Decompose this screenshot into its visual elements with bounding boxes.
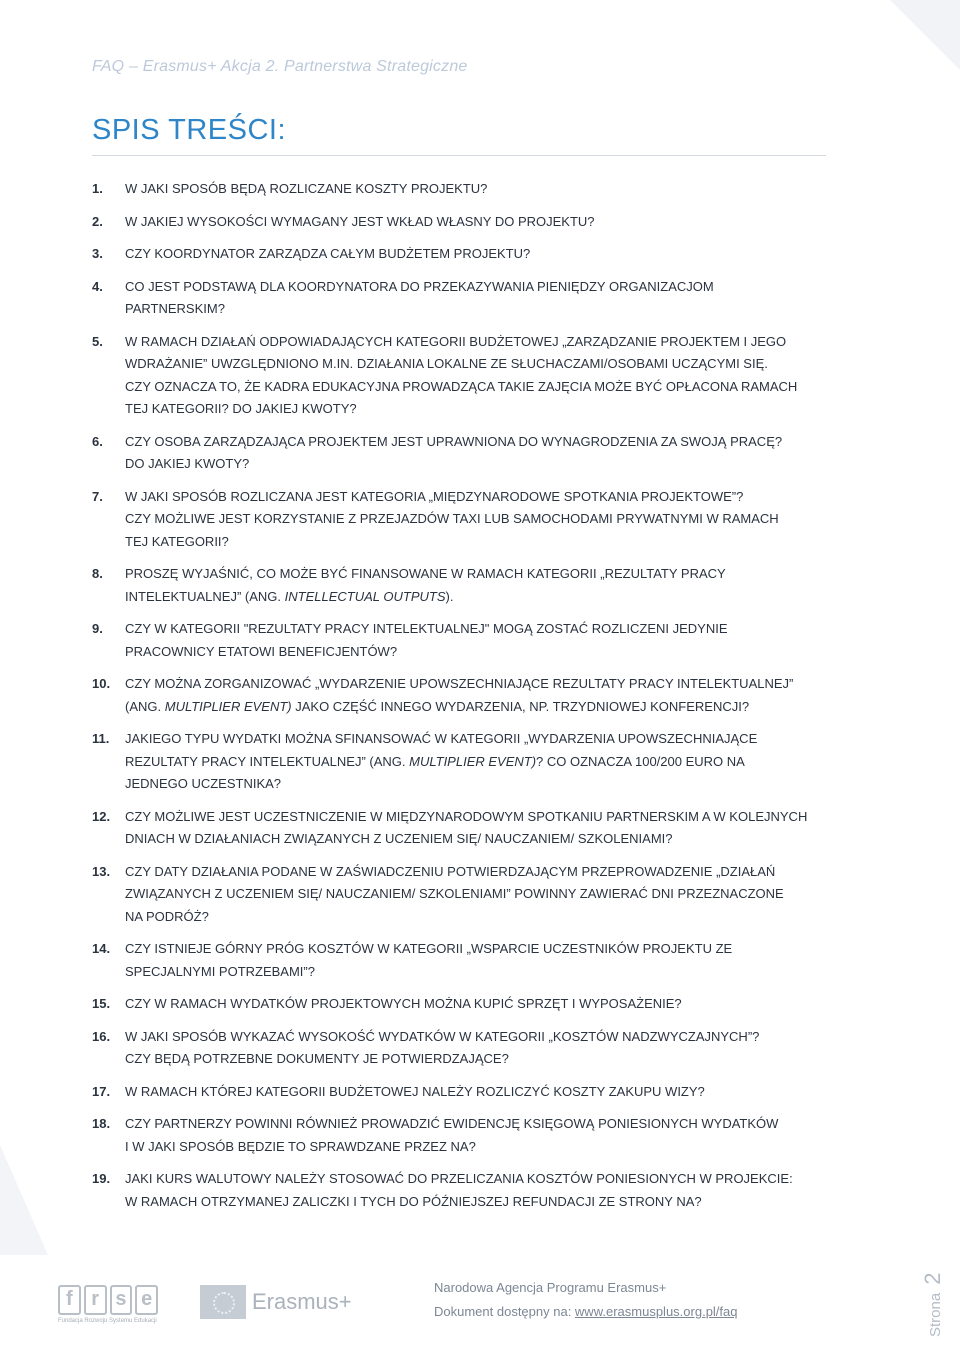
toc-text-segment: REZULTATY PRACY INTELEKTUALNEJ” (ANG. bbox=[125, 753, 410, 769]
page-label-text: Strona bbox=[927, 1292, 944, 1337]
faq-link[interactable]: www.erasmusplus.org.pl/faq bbox=[574, 1304, 738, 1319]
toc-text-segment: MULTIPLIER EVENT) bbox=[164, 698, 292, 714]
toc-item[interactable] bbox=[92, 276, 832, 321]
toc-text-segment: CZY MOŻLIWE JEST UCZESTNICZENIE W MIĘDZYNARODOWYM SPOTKANIU PARTNERSKIM A W KOLEJNYCH bbox=[125, 808, 808, 824]
toc-text-segment: CZY MOŻNA ZORGANIZOWAĆ „WYDARZENIE UPOWSZECHNIAJĄCE REZULTATY PRACY INTELEKTUALNEJ” bbox=[125, 676, 794, 691]
toc-item-line bbox=[125, 211, 832, 234]
toc-item[interactable] bbox=[92, 211, 832, 234]
toc-item-text bbox=[125, 1026, 832, 1071]
toc-item-line bbox=[125, 961, 832, 984]
toc-item-line bbox=[125, 376, 832, 399]
toc-item-line bbox=[125, 1026, 832, 1049]
toc-text-segment: CZY KOORDYNATOR ZARZĄDZA CAŁYM BUDŻETEM PROJEKTU? bbox=[125, 246, 531, 261]
toc-item-text bbox=[125, 276, 832, 321]
footer-doc-prefix: Dokument dostępny na: bbox=[434, 1304, 575, 1319]
toc-item[interactable] bbox=[92, 243, 832, 266]
toc-item-line bbox=[125, 751, 832, 774]
toc-text-segment: NA PODRÓŻ? bbox=[125, 908, 209, 924]
toc-text-segment: (ANG. bbox=[125, 698, 165, 714]
erasmus-logo-text: Erasmus+ bbox=[252, 1289, 352, 1314]
toc-item-number: 19. bbox=[92, 1171, 111, 1186]
page-label bbox=[920, 1273, 946, 1337]
toc-item-line bbox=[125, 331, 832, 354]
corner-decoration-bottom bbox=[0, 1145, 48, 1255]
toc-item-text bbox=[125, 993, 832, 1016]
toc-text-segment: JAKI KURS WALUTOWY NALEŻY STOSOWAĆ DO PRZELICZANIA KOSZTÓW PONIESIONYCH W PROJEKCIE: bbox=[125, 1171, 793, 1186]
toc-item-line bbox=[125, 993, 832, 1016]
toc-item-number: 5. bbox=[92, 333, 103, 349]
toc-text-segment: I W JAKI SPOSÓB BĘDZIE TO SPRAWDZANE PRZEZ NA? bbox=[125, 1138, 476, 1154]
toc-item-line bbox=[125, 531, 832, 554]
toc-item-line bbox=[125, 861, 832, 884]
toc-item[interactable] bbox=[92, 1081, 832, 1104]
toc-item[interactable] bbox=[92, 486, 832, 554]
frse-logo-letter: f bbox=[58, 1285, 81, 1315]
toc-item-line bbox=[125, 243, 832, 266]
toc-item-line bbox=[125, 673, 832, 696]
toc-item-line bbox=[125, 1081, 832, 1104]
toc-item-text bbox=[125, 331, 832, 421]
toc-item-line bbox=[125, 276, 832, 299]
toc-text-segment: TEJ KATEGORII? DO JAKIEJ KWOTY? bbox=[125, 401, 357, 416]
toc-text-segment: CZY W KATEGORII "REZULTATY PRACY INTELEKTUALNEJ" MOGĄ ZOSTAĆ ROZLICZENI JEDYNIE bbox=[125, 621, 728, 636]
toc-item[interactable] bbox=[92, 331, 832, 421]
toc-item-text bbox=[125, 1081, 832, 1104]
toc-item-number: 6. bbox=[92, 433, 103, 449]
toc-item[interactable] bbox=[92, 563, 832, 608]
toc-text-segment: MULTIPLIER EVENT) bbox=[409, 753, 537, 769]
toc-text-segment: SPECJALNYMI POTRZEBAMI”? bbox=[125, 963, 315, 979]
toc-text-segment: W RAMACH KTÓREJ KATEGORII BUDŻETOWEJ NALEŻY ROZLICZYĆ KOSZTY ZAKUPU WIZY? bbox=[125, 1083, 705, 1099]
toc-item-number: 1. bbox=[92, 181, 103, 196]
toc-item[interactable] bbox=[92, 861, 832, 929]
toc-item[interactable] bbox=[92, 1113, 832, 1158]
toc-text-segment: W JAKI SPOSÓB ROZLICZANA JEST KATEGORIA „MIĘDZYNARODOWE SPOTKANIA PROJEKTOWE”? bbox=[125, 488, 744, 504]
toc-item-line bbox=[125, 828, 832, 851]
toc-item[interactable] bbox=[92, 938, 832, 983]
toc-item-line bbox=[125, 906, 832, 929]
toc-item-text bbox=[125, 1113, 832, 1158]
toc-item-line bbox=[125, 398, 832, 421]
toc-item-text bbox=[125, 211, 832, 234]
toc-item[interactable] bbox=[92, 431, 832, 476]
toc-item-number: 11. bbox=[92, 731, 110, 746]
toc-item[interactable] bbox=[92, 1168, 832, 1213]
toc-text-segment: JEDNEGO UCZESTNIKA? bbox=[125, 776, 282, 791]
toc-text-segment: JAKIEGO TYPU WYDATKI MOŻNA SFINANSOWAĆ W KATEGORII „WYDARZENIA UPOWSZECHNIAJĄCE bbox=[125, 731, 758, 746]
toc-text-segment: CZY BĘDĄ POTRZEBNE DOKUMENTY JE POTWIERDZAJĄCE? bbox=[125, 1051, 509, 1066]
toc-item-line bbox=[125, 1048, 832, 1071]
footer-document-link bbox=[434, 1304, 738, 1319]
frse-logo bbox=[58, 1285, 158, 1325]
toc-item-number: 9. bbox=[92, 621, 103, 636]
toc-item-number: 10. bbox=[92, 676, 111, 691]
toc-item-text bbox=[125, 938, 832, 983]
toc-item[interactable] bbox=[92, 728, 832, 796]
toc-item-line bbox=[125, 641, 832, 664]
toc-text-segment: INTELLECTUAL OUTPUTS bbox=[284, 588, 446, 604]
eu-flag-icon bbox=[200, 1285, 246, 1319]
toc-item-line bbox=[125, 696, 832, 719]
frse-logo-letter: r bbox=[84, 1285, 107, 1315]
toc-text-segment: CZY PARTNERZY POWINNI RÓWNIEŻ PROWADZIĆ EWIDENCJĘ KSIĘGOWĄ PONIESIONYCH WYDATKÓW bbox=[125, 1116, 779, 1131]
toc-item-number: 16. bbox=[92, 1028, 111, 1044]
toc-text-segment: W JAKIEJ WYSOKOŚCI WYMAGANY JEST WKŁAD WŁASNY DO PROJEKTU? bbox=[125, 213, 595, 229]
toc-item-number: 2. bbox=[92, 213, 103, 229]
corner-decoration bbox=[890, 0, 960, 70]
heading-divider bbox=[92, 155, 826, 156]
toc-item[interactable] bbox=[92, 618, 832, 663]
toc-item-number: 12. bbox=[92, 808, 111, 824]
toc-item-line bbox=[125, 486, 832, 509]
toc-text-segment: JAKO CZĘŚĆ INNEGO WYDARZENIA, NP. TRZYDNIOWEJ KONFERENCJI? bbox=[291, 698, 750, 714]
toc-item-text bbox=[125, 1168, 832, 1213]
frse-logo-subtitle: Fundacja Rozwoju Systemu Edukacji bbox=[58, 1318, 157, 1324]
toc-text-segment: TEJ KATEGORII? bbox=[125, 533, 229, 549]
toc-item[interactable] bbox=[92, 178, 832, 201]
toc-item-line bbox=[125, 1113, 832, 1136]
toc-item-number: 15. bbox=[92, 996, 111, 1011]
toc-text-segment: W RAMACH DZIAŁAŃ ODPOWIADAJĄCYCH KATEGORII BUDŻETOWEJ „ZARZĄDZANIE PROJEKTEM I JEGO bbox=[125, 333, 787, 349]
toc-text-segment: ZWIĄZANYCH Z UCZENIEM SIĘ/ NAUCZANIEM/ SZKOLENIAMI” POWINNY ZAWIERAĆ DNI PRZEZNACZONE bbox=[125, 886, 784, 901]
toc-item-number: 7. bbox=[92, 488, 103, 504]
page-number: 2 bbox=[920, 1272, 945, 1285]
toc-item-line bbox=[125, 353, 832, 376]
toc-text-segment: CZY W RAMACH WYDATKÓW PROJEKTOWYCH MOŻNA KUPIĆ SPRZĘT I WYPOSAŻENIE? bbox=[125, 996, 682, 1011]
toc-item-line bbox=[125, 453, 832, 476]
toc-item-line bbox=[125, 1191, 832, 1214]
toc-item-line bbox=[125, 1168, 832, 1191]
toc-text-segment: WDRAŻANIE” UWZGLĘDNIONO M.IN. DZIAŁANIA LOKALNE ZE SŁUCHACZAMI/OSOBAMI UCZĄCYMI SIĘ. bbox=[125, 356, 768, 371]
toc-item-line bbox=[125, 728, 832, 751]
toc-text-segment: DO JAKIEJ KWOTY? bbox=[125, 456, 250, 471]
toc-item-text bbox=[125, 486, 832, 554]
toc-item-text bbox=[125, 243, 832, 266]
toc-text-segment: PRACOWNICY ETATOWI BENEFICJENTÓW? bbox=[125, 643, 398, 659]
toc-item-text bbox=[125, 563, 832, 608]
toc-text-segment: CZY DATY DZIAŁANIA PODANE W ZAŚWIADCZENIU POTWIERDZAJĄCYM PRZEPROWADZENIE „DZIAŁAŃ bbox=[125, 863, 776, 879]
toc-text-segment: INTELEKTUALNEJ” (ANG. bbox=[125, 588, 285, 604]
toc-item-line bbox=[125, 618, 832, 641]
erasmus-logo bbox=[200, 1285, 352, 1319]
toc-text-segment: ? CO OZNACZA 100/200 EURO NA bbox=[536, 753, 745, 769]
toc-item-text bbox=[125, 178, 832, 201]
toc-item-number: 13. bbox=[92, 863, 111, 879]
toc-text-segment: W JAKI SPOSÓB WYKAZAĆ WYSOKOŚĆ WYDATKÓW W KATEGORII „KOSZTÓW NADZWYCZAJNYCH”? bbox=[125, 1028, 760, 1044]
toc-item-line bbox=[125, 508, 832, 531]
toc-item[interactable] bbox=[92, 993, 832, 1016]
toc-item-text bbox=[125, 728, 832, 796]
table-of-contents bbox=[92, 178, 832, 1223]
footer-agency: Narodowa Agencja Programu Erasmus+ bbox=[434, 1280, 667, 1295]
toc-item-number: 3. bbox=[92, 246, 103, 261]
toc-text-segment: CO JEST PODSTAWĄ DLA KOORDYNATORA DO PRZEKAZYWANIA PIENIĘDZY ORGANIZACJOM bbox=[125, 278, 714, 294]
toc-item[interactable] bbox=[92, 1026, 832, 1071]
toc-item-number: 14. bbox=[92, 941, 111, 956]
toc-text-segment: PARTNERSKIM? bbox=[125, 301, 225, 316]
toc-item-text bbox=[125, 861, 832, 929]
toc-text-segment: ). bbox=[445, 588, 454, 604]
toc-item-number: 18. bbox=[92, 1116, 111, 1131]
toc-item-line bbox=[125, 773, 832, 796]
toc-item-line bbox=[125, 298, 832, 321]
toc-text-segment: CZY OSOBA ZARZĄDZAJĄCA PROJEKTEM JEST UPRAWNIONA DO WYNAGRODZENIA ZA SWOJĄ PRACĘ? bbox=[125, 433, 783, 449]
toc-text-segment: PROSZĘ WYJAŚNIĆ, CO MOŻE BYĆ FINANSOWANE W RAMACH KATEGORII „REZULTATY PRACY bbox=[125, 566, 726, 581]
toc-item[interactable] bbox=[92, 806, 832, 851]
toc-item-line bbox=[125, 431, 832, 454]
toc-item-text bbox=[125, 806, 832, 851]
toc-item-line bbox=[125, 883, 832, 906]
toc-item-line bbox=[125, 806, 832, 829]
toc-text-segment: DNIACH W DZIAŁANIACH ZWIĄZANYCH Z UCZENIEM SIĘ/ NAUCZANIEM/ SZKOLENIAMI? bbox=[125, 831, 673, 846]
toc-text-segment: W RAMACH OTRZYMANEJ ZALICZKI I TYCH DO PÓŹNIEJSZEJ REFUNDACJI ZE STRONY NA? bbox=[125, 1193, 702, 1209]
toc-item[interactable] bbox=[92, 673, 832, 718]
toc-text-segment: W JAKI SPOSÓB BĘDĄ ROZLICZANE KOSZTY PROJEKTU? bbox=[125, 181, 488, 196]
toc-item-line bbox=[125, 938, 832, 961]
toc-text-segment: CZY ISTNIEJE GÓRNY PRÓG KOSZTÓW W KATEGORII „WSPARCIE UCZESTNIKÓW PROJEKTU ZE bbox=[125, 941, 733, 956]
toc-item-line bbox=[125, 563, 832, 586]
toc-item-text bbox=[125, 673, 832, 718]
toc-item-number: 4. bbox=[92, 278, 103, 294]
frse-logo-letter: s bbox=[110, 1285, 133, 1315]
toc-heading: SPIS TREŚCI: bbox=[92, 114, 287, 146]
toc-text-segment: CZY MOŻLIWE JEST KORZYSTANIE Z PRZEJAZDÓW TAXI LUB SAMOCHODAMI PRYWATNYMI W RAMACH bbox=[125, 511, 779, 526]
toc-item-line bbox=[125, 586, 832, 609]
header-title: FAQ – Erasmus+ Akcja 2. Partnerstwa Strategiczne bbox=[92, 58, 468, 75]
toc-item-text bbox=[125, 431, 832, 476]
toc-text-segment: CZY OZNACZA TO, ŻE KADRA EDUKACYJNA PROWADZĄCA TAKIE ZAJĘCIA MOŻE BYĆ OPŁACONA RAMACH bbox=[125, 378, 798, 394]
toc-item-number: 8. bbox=[92, 566, 103, 581]
toc-item-text bbox=[125, 618, 832, 663]
toc-item-line bbox=[125, 178, 832, 201]
frse-logo-letter: e bbox=[135, 1285, 158, 1315]
toc-item-line bbox=[125, 1136, 832, 1159]
toc-item-number: 17. bbox=[92, 1083, 111, 1099]
